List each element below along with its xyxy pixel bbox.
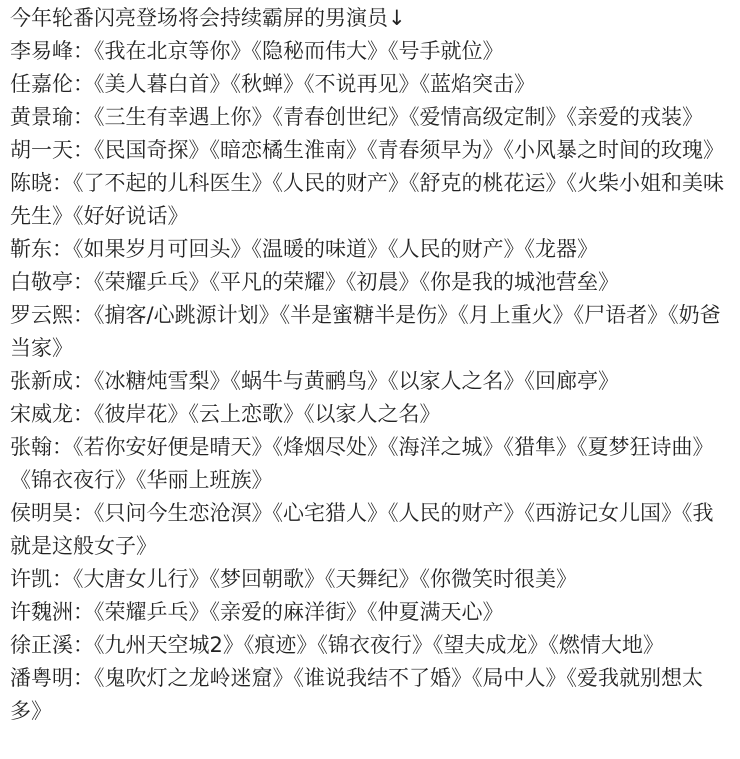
actor-line-li-yifeng: 李易峰：《我在北京等你》《隐秘而伟大》《号手就位》 xyxy=(10,39,504,63)
actor-line-hu-yitian: 胡一天：《民国奇探》《暗恋橘生淮南》《青春须早为》《小风暴之时间的玫瑰》 xyxy=(10,138,724,162)
article-body xyxy=(0,2,740,759)
actor-line-pan-yueming: 潘粤明：《鬼吹灯之龙岭迷窟》《谁说我结不了婚》《局中人》《爱我就别想太多》 xyxy=(10,666,703,723)
actor-line-xu-zhengxi: 徐正溪：《九州天空城2》《痕迹》《锦衣夜行》《望夫成龙》《燃情大地》 xyxy=(10,633,664,657)
actor-line-song-weilong: 宋威龙：《彼岸花》《云上恋歌》《以家人之名》 xyxy=(10,402,441,426)
actor-line-ren-jialun: 任嘉伦：《美人暮白首》《秋蝉》《不说再见》《蓝焰突击》 xyxy=(10,72,535,96)
actor-line-zhang-han: 张翰：《若你安好便是晴天》《烽烟尽处》《海洋之城》《猎隼》《夏梦狂诗曲》《锦衣夜行》《华丽上班族》 xyxy=(10,435,714,492)
actor-line-zhang-xincheng: 张新成：《冰糖炖雪梨》《蜗牛与黄鹂鸟》《以家人之名》《回廊亭》 xyxy=(10,369,619,393)
actor-line-jin-dong: 靳东：《如果岁月可回头》《温暖的味道》《人民的财产》《龙器》 xyxy=(10,237,598,261)
actor-line-chen-xiao: 陈晓：《了不起的儿科医生》《人民的财产》《舒克的桃花运》《火柴小姐和美味先生》《好好说话》 xyxy=(10,171,724,228)
intro-text: 今年轮番闪亮登场将会持续霸屏的男演员↓ xyxy=(10,6,406,30)
actor-line-bai-jingting: 白敬亭：《荣耀乒乓》《平凡的荣耀》《初晨》《你是我的城池营垒》 xyxy=(10,270,619,294)
actor-line-luo-yunxi: 罗云熙：《掮客/心跳源计划》《半是蜜糖半是伤》《月上重火》《尸语者》《奶爸当家》 xyxy=(10,303,721,360)
actor-line-xu-weizhou: 许魏洲：《荣耀乒乓》《亲爱的麻洋街》《仲夏满天心》 xyxy=(10,600,504,624)
actor-line-huang-jingyu: 黄景瑜：《三生有幸遇上你》《青春创世纪》《爱情高级定制》《亲爱的戎装》 xyxy=(10,105,703,129)
actor-line-xu-kai: 许凯：《大唐女儿行》《梦回朝歌》《天舞纪》《你微笑时很美》 xyxy=(10,567,577,591)
actor-line-hou-minghao: 侯明昊：《只问今生恋沧溟》《心宅猎人》《人民的财产》《西游记女儿国》《我就是这般女子》 xyxy=(10,501,714,558)
